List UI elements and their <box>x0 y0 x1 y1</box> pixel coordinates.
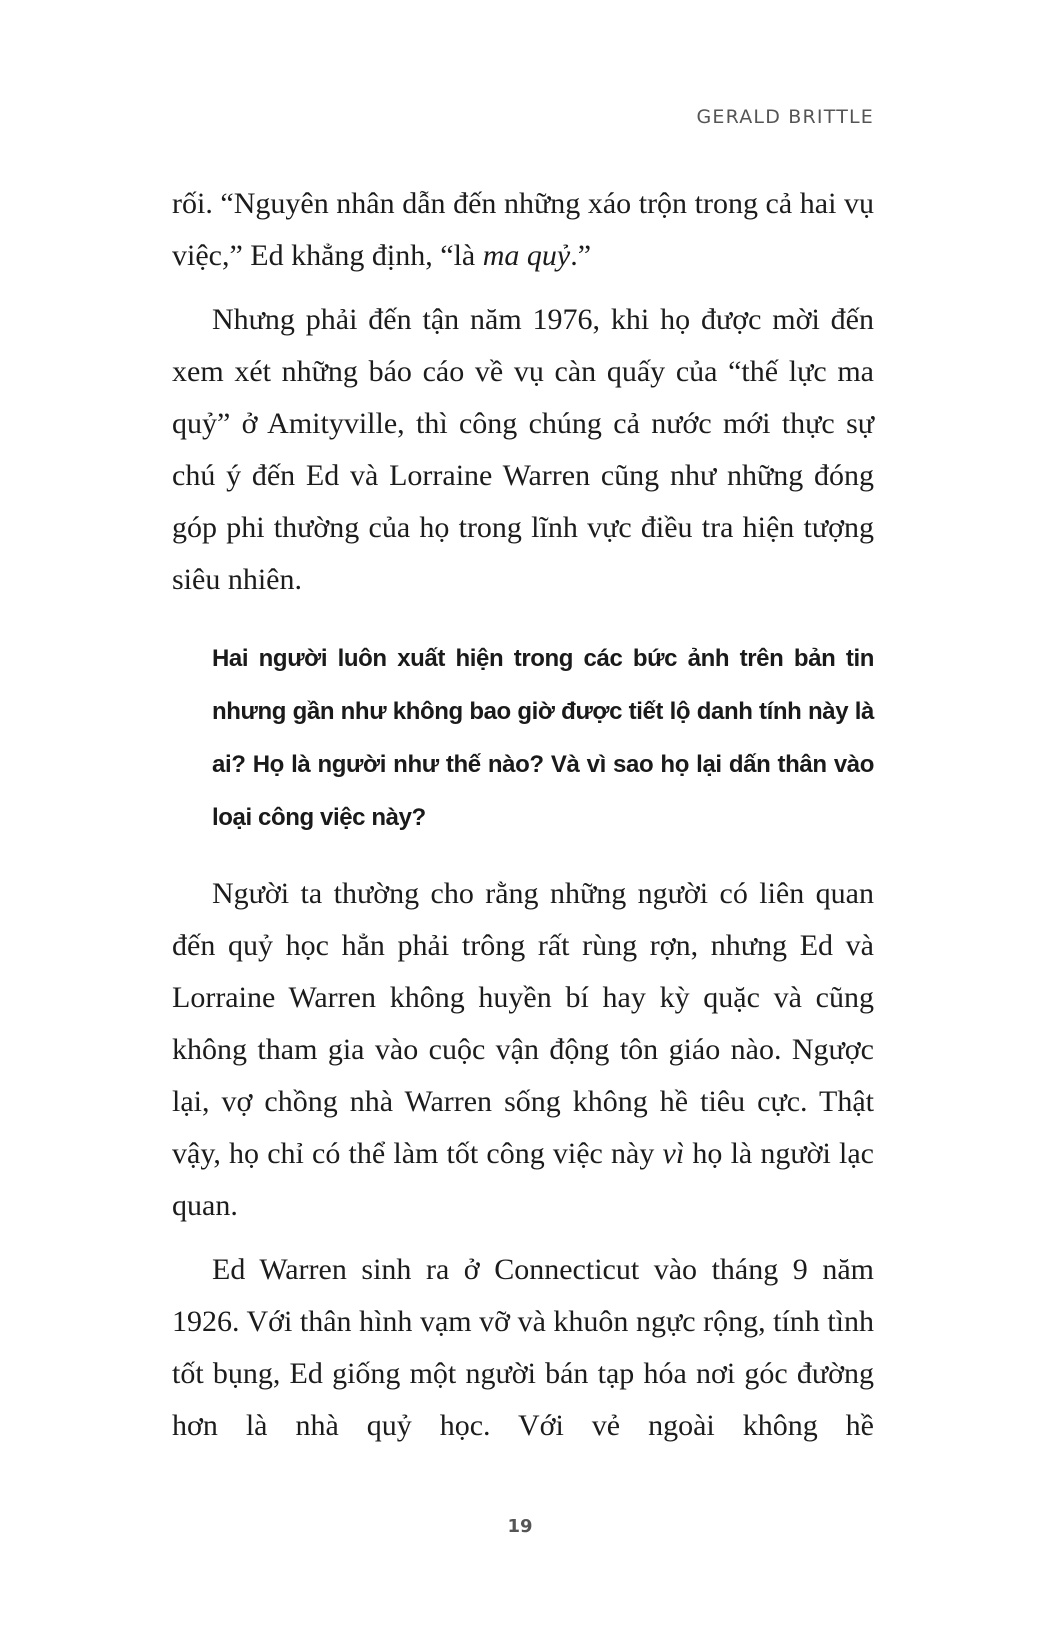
italic-text-run: ma quỷ <box>482 239 571 272</box>
page-number: 19 <box>507 1516 533 1537</box>
text-run: .” <box>570 239 592 272</box>
italic-text-run: vì <box>662 1137 685 1170</box>
paragraph: Ed Warren sinh ra ở Connecticut vào tháng 9 năm 1926. Với thân hình vạm vỡ và khuôn ngực rộng, tính tình tốt bụng, Ed giống một người bán tạp hóa nơi góc đường hơn là nhà quỷ học. Với vẻ ngoài không hề <box>172 1253 874 1442</box>
paragraph-continuation <box>172 178 874 282</box>
pull-quote-callout: Hai người luôn xuất hiện trong các bức ảnh trên bản tin nhưng gần như không bao giờ được tiết lộ danh tính này là ai? Họ là người như thế nào? Và vì sao họ lại dấn thân vào loại công việc này? <box>212 645 874 831</box>
paragraph <box>172 868 874 1232</box>
text-run: họ là người lạc quan. <box>172 1137 874 1222</box>
running-head-author: GERALD BRITTLE <box>696 106 874 128</box>
paragraph: Nhưng phải đến tận năm 1976, khi họ được mời đến xem xét những báo cáo về vụ càn quấy của “thế lực ma quỷ” ở Amityville, thì công chúng cả nước mới thực sự chú ý đến Ed và Lorraine Warren cũng như những đóng góp phi thường của họ trong lĩnh vực điều tra hiện tượng siêu nhiên. <box>172 303 874 596</box>
body-text <box>172 178 874 1452</box>
text-run: Người ta thường cho rằng những người có liên quan đến quỷ học hẳn phải trông rất rùng rợn, nhưng Ed và Lorraine Warren không huyền bí hay kỳ quặc và cũng không tham gia vào cuộc vận động tôn giáo nào. Ngược lại, vợ chồng nhà Warren sống không hề tiêu cực. Thật vậy, họ chỉ có thể làm tốt công việc này <box>172 877 874 1170</box>
text-run: rối. “Nguyên nhân dẫn đến những xáo trộn trong cả hai vụ việc,” Ed khẳng định, “là <box>172 187 874 272</box>
